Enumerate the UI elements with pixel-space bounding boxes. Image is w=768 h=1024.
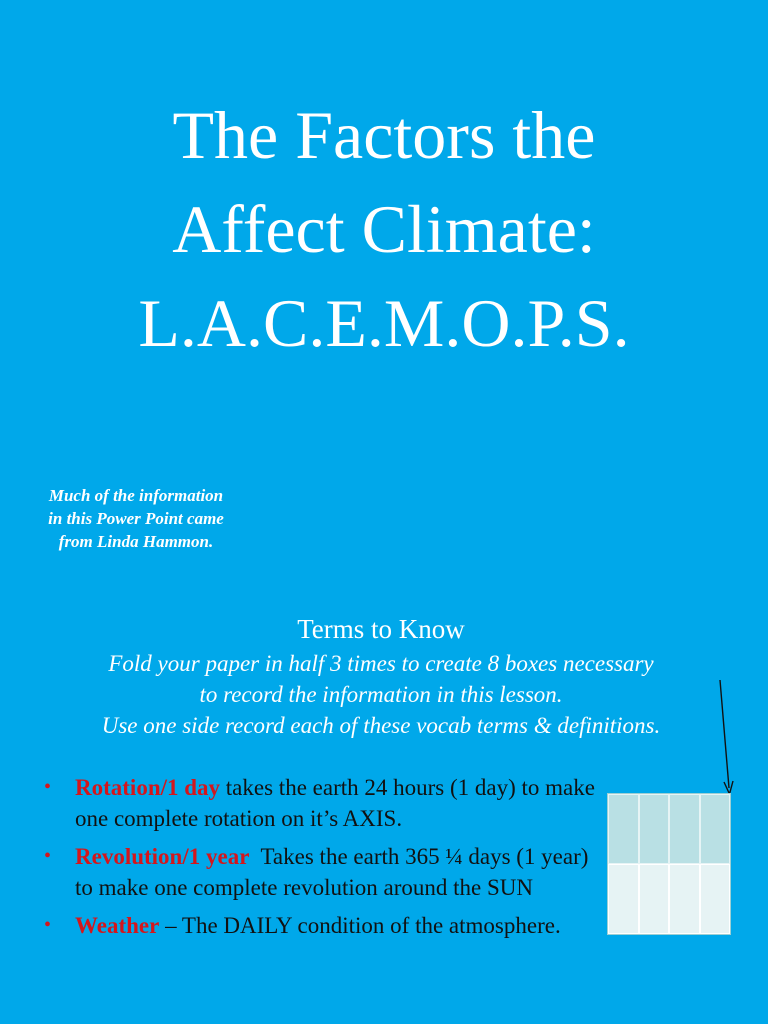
- vocab-definition: – The DAILY condition of the atmosphere.: [159, 913, 561, 938]
- fold-box: [669, 864, 700, 934]
- bullet-icon: •: [44, 914, 52, 936]
- fold-box: [608, 794, 639, 864]
- credit-line-3: from Linda Hammon.: [58, 532, 214, 551]
- list-item: [44, 910, 604, 941]
- vocab-term: Rotation/1 day: [75, 775, 221, 800]
- terms-heading: Terms to Know: [297, 614, 465, 644]
- vocab-term: Weather: [75, 913, 160, 938]
- title-line-3: L.A.C.E.M.O.P.S.: [138, 285, 630, 361]
- credit-line-2: in this Power Point came: [48, 509, 224, 528]
- vocab-list: [44, 772, 604, 948]
- bullet-icon: •: [44, 776, 52, 798]
- vocab-definition: takes the earth 24 hours (1 day) to make one complete rotation on it’s AXIS.: [75, 775, 595, 831]
- folded-paper-diagram: [607, 793, 731, 935]
- instructions: [0, 648, 762, 741]
- list-item: [44, 772, 604, 834]
- instruction-line-1: Fold your paper in half 3 times to create 8 boxes necessary: [108, 651, 654, 676]
- fold-box: [669, 794, 700, 864]
- credit-note: [4, 484, 268, 553]
- slide-title: [0, 88, 768, 370]
- fold-box: [700, 864, 731, 934]
- fold-box: [639, 794, 670, 864]
- vocab-term: Revolution/1 year: [75, 844, 250, 869]
- fold-box: [700, 794, 731, 864]
- pointer-arrow-icon: [712, 678, 742, 796]
- title-line-2: Affect Climate:: [172, 191, 596, 267]
- instruction-line-2: to record the information in this lesson.: [199, 682, 563, 707]
- list-item: [44, 841, 604, 903]
- credit-line-1: Much of the information: [48, 486, 224, 505]
- fold-box: [639, 864, 670, 934]
- fold-box: [608, 864, 639, 934]
- title-line-1: The Factors the: [172, 97, 596, 173]
- bullet-icon: •: [44, 845, 52, 867]
- instruction-line-3: Use one side record each of these vocab terms & definitions.: [101, 713, 661, 738]
- vocab-definition: Takes the earth 365 ¼ days (1 year) to make one complete revolution around the SUN: [75, 844, 595, 900]
